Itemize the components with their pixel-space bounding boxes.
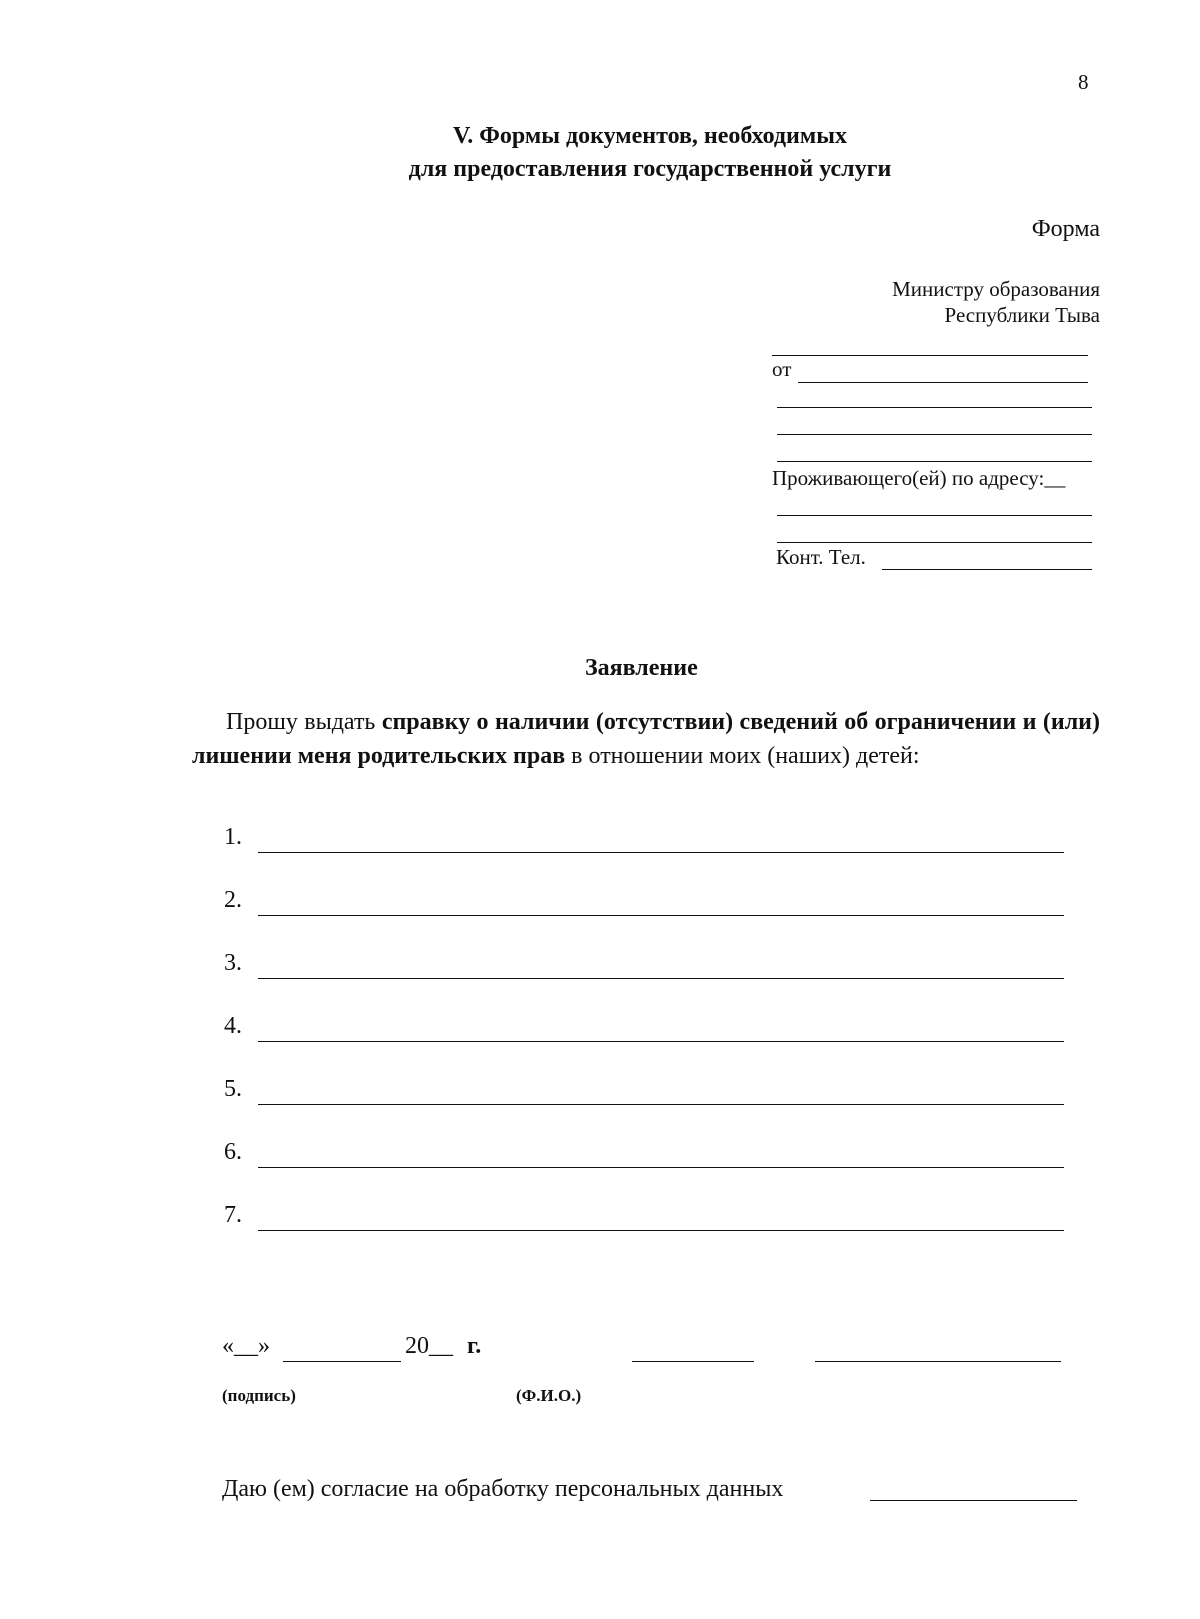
statement-text-bold: справку о наличии (отсутствии) сведений об ограничении и (или) лишении меня родительских прав <box>192 709 1100 769</box>
from-label: от <box>772 357 792 381</box>
from-field-line[interactable] <box>798 382 1088 383</box>
child-item-number-7: 7. <box>224 1202 242 1228</box>
addressee-line-2: Республики Тыва <box>944 303 1100 327</box>
child-item-line-6[interactable] <box>258 1167 1064 1168</box>
section-title-line-1: V. Формы документов, необходимых <box>453 123 847 149</box>
child-item-line-5[interactable] <box>258 1104 1064 1105</box>
date-year-suffix: г. <box>467 1333 482 1359</box>
child-item-number-5: 5. <box>224 1076 242 1102</box>
signature-line[interactable] <box>632 1361 754 1362</box>
signature-caption: (подпись) <box>222 1386 296 1405</box>
addressee-block <box>892 276 1100 328</box>
date-year-field: 20__ <box>405 1333 453 1359</box>
fio-caption: (Ф.И.О.) <box>516 1386 582 1405</box>
from-extra-line-3[interactable] <box>777 461 1092 462</box>
address-field-line-1[interactable] <box>777 515 1092 516</box>
child-item-number-6: 6. <box>224 1139 242 1165</box>
section-title-line-2: для предоставления государственной услуги <box>408 156 892 182</box>
child-item-line-7[interactable] <box>258 1230 1064 1231</box>
contact-phone-label: Конт. Тел. <box>776 545 866 569</box>
section-title <box>0 120 1200 186</box>
child-item-number-4: 4. <box>224 1013 242 1039</box>
statement-body <box>192 705 1100 773</box>
child-item-line-2[interactable] <box>258 915 1064 916</box>
fio-line[interactable] <box>815 1361 1061 1362</box>
statement-text-before: Прошу выдать <box>226 709 382 735</box>
blank-line-name[interactable] <box>772 355 1088 356</box>
addressee-line-1: Министру образования <box>892 277 1100 301</box>
child-item-number-3: 3. <box>224 950 242 976</box>
page-number: 8 <box>1078 70 1089 94</box>
form-label: Форма <box>1031 216 1100 242</box>
date-month-line[interactable] <box>283 1361 401 1362</box>
child-item-number-1: 1. <box>224 824 242 850</box>
child-item-line-3[interactable] <box>258 978 1064 979</box>
consent-text: Даю (ем) согласие на обработку персональных данных <box>222 1476 784 1502</box>
statement-text-after: в отношении моих (наших) детей: <box>565 743 920 769</box>
residing-address-label: Проживающего(ей) по адресу:__ <box>772 466 1066 490</box>
consent-signature-line[interactable] <box>870 1500 1077 1501</box>
date-day-field: «__» <box>222 1333 270 1359</box>
statement-title: Заявление <box>585 655 698 681</box>
address-field-line-2[interactable] <box>777 542 1092 543</box>
child-item-line-1[interactable] <box>258 852 1064 853</box>
child-item-line-4[interactable] <box>258 1041 1064 1042</box>
child-item-number-2: 2. <box>224 887 242 913</box>
from-extra-line-1[interactable] <box>777 407 1092 408</box>
contact-phone-field-line[interactable] <box>882 569 1092 570</box>
from-extra-line-2[interactable] <box>777 434 1092 435</box>
